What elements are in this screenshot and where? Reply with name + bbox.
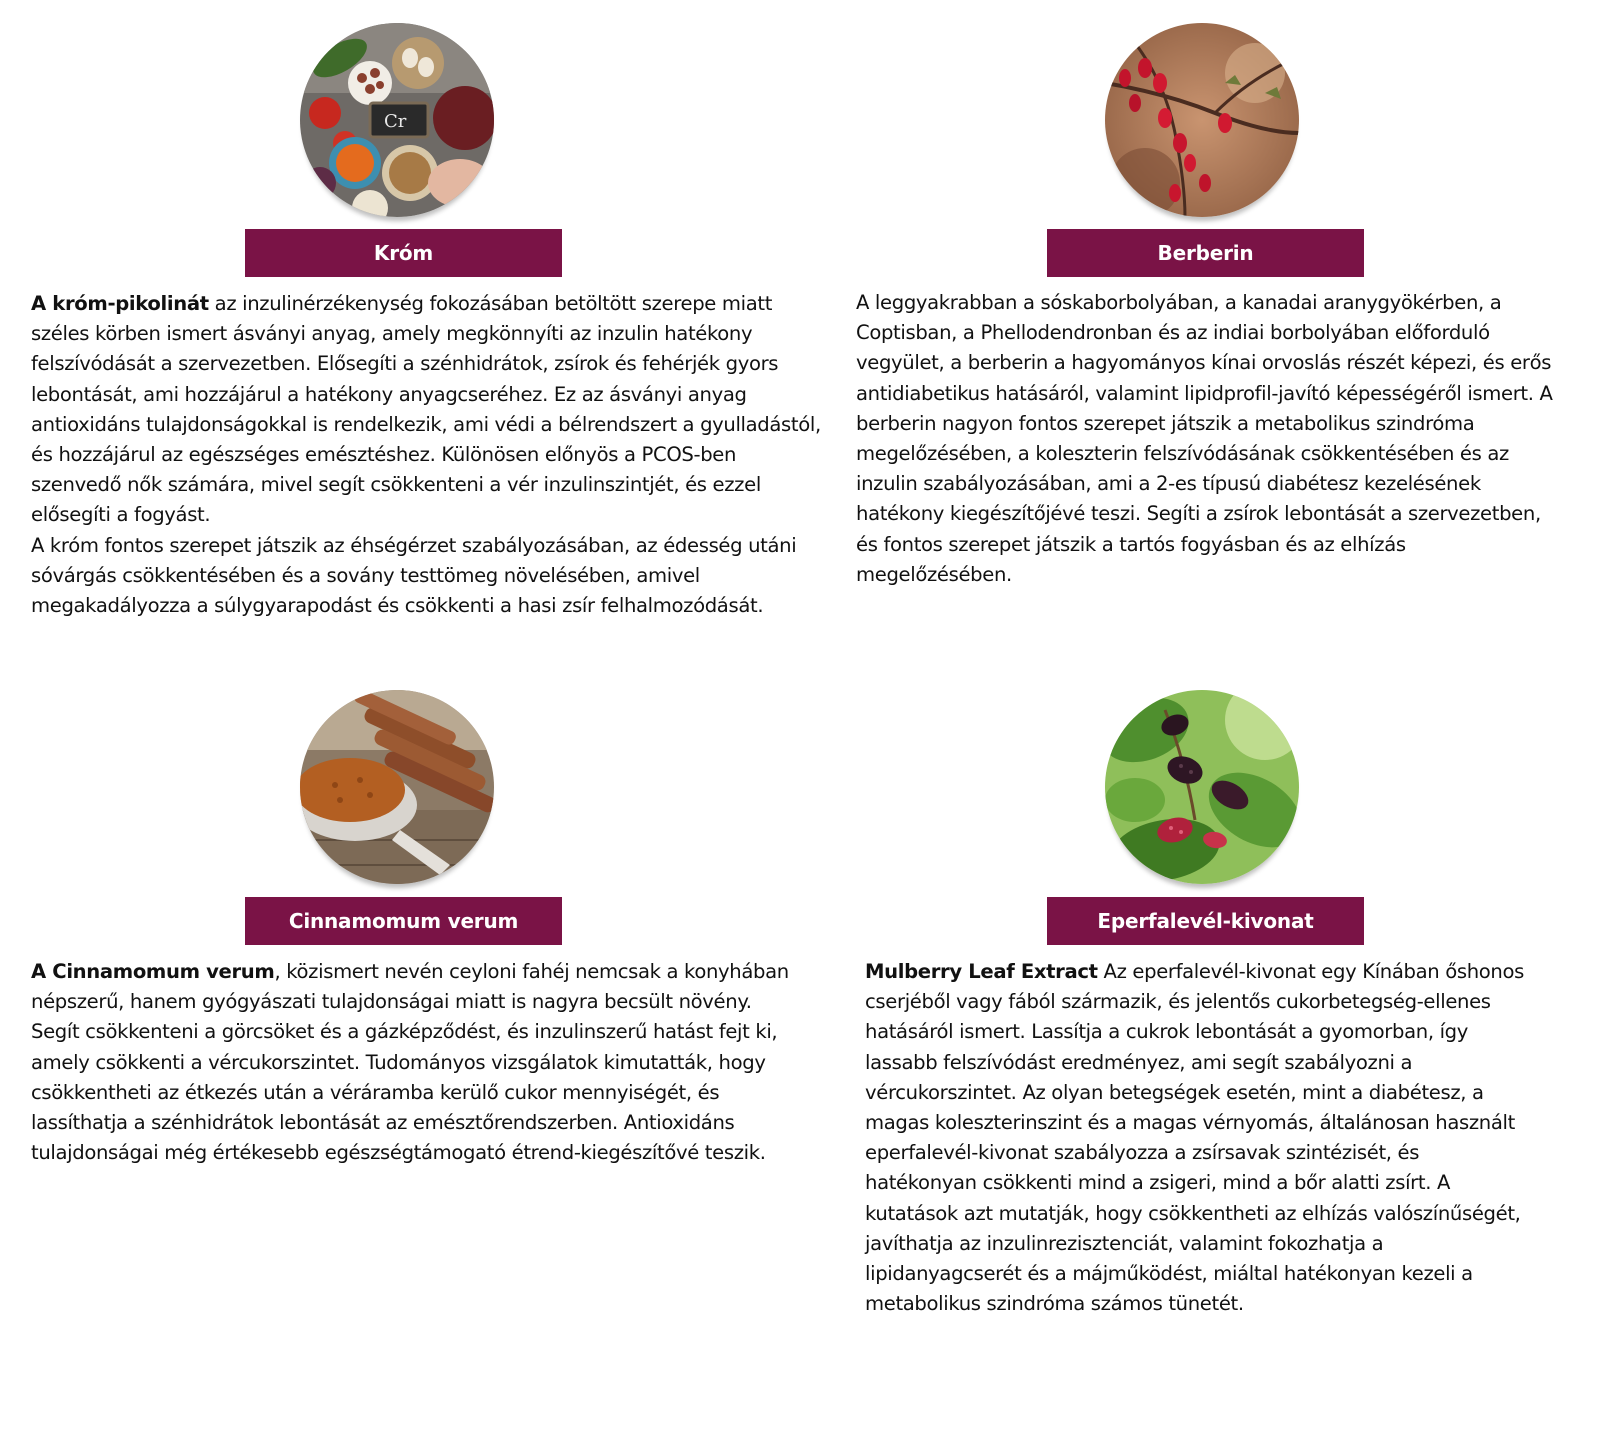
barberry-image	[1105, 23, 1299, 217]
paragraph-eperfalevel-1	[865, 957, 1525, 1319]
description-krom	[31, 289, 831, 621]
badge-eperfalevel: Eperfalevél-kivonat	[1047, 897, 1364, 945]
mulberry-photo	[1105, 690, 1299, 884]
svg-text:Cr: Cr	[384, 111, 407, 132]
description-eperfalevel	[865, 957, 1525, 1319]
cinnamon-image	[300, 690, 494, 884]
badge-cinnamomum: Cinnamomum verum	[245, 897, 562, 945]
cinnamon-photo	[300, 690, 494, 884]
chromium-foods-image	[300, 23, 494, 217]
mulberry-image	[1105, 690, 1299, 884]
lead-cinnamomum: A Cinnamomum verum	[31, 960, 275, 983]
body-cinnamomum-1: , közismert nevén ceyloni fahéj nemcsak a konyhában népszerű, hanem gyógyászati tulajdonságai miatt is nagyra becsült növény. Segít csökkenteni a görcsöket és a gázképződést, és inzulinszerű hatást fejt ki, amely csökkenti a vércukorszintet. Tudományos vizsgálatok kimutatták, hogy csökkentheti az étkezés után a véráramba kerülő cukor mennyiségét, és lassíthatja a szénhidrátok lebontását az emésztőrendszerben. Antioxidáns tulajdonságai még értékesebb egészségtámogató étrend-kiegészítővé teszik.	[31, 960, 789, 1165]
description-berberin	[856, 288, 1566, 590]
body-krom-1: az inzulinérzékenység fokozásában betöltött szerepe miatt széles körben ismert ásványi anyag, amely megkönnyíti az inzulin hatékony felszívódását a szervezetben. Elősegíti a szénhidrátok, zsírok és fehérjék gyors lebontását, ami hozzájárul a hatékony anyagcseréhez. Ez az ásványi anyag antioxidáns tulajdonságokkal is rendelkezik, ami védi a bélrendszert a gyulladástól, és hozzájárul az egészséges emésztéshez. Különösen előnyös a PCOS-ben szenvedő nők számára, mivel segít csökkenteni a vér inzulinszintjét, és ezzel elősegíti a fogyást.	[31, 292, 821, 527]
body-eperfalevel-1: Az eperfalevél-kivonat egy Kínában őshonos cserjéből vagy fából származik, és jelentős cukorbetegség-ellenes hatásáról ismert. Lassítja a cukrok lebontását a gyomorban, így lassabb felszívódást eredményez, ami segít szabályozni a vércukorszintet. Az olyan betegségek esetén, mint a diabétesz, a magas koleszterinszint és a magas vérnyomás, általánosan használt eperfalevél-kivonat szabályozza a zsírsavak szintézisét, és hatékonyan csökkenti mind a zsigeri, mind a bőr alatti zsírt. A kutatások azt mutatják, hogy csökkentheti az elhízás valószínűségét, javíthatja az inzulinrezisztenciát, valamint fokozhatja a lipidanyagcserét és a májműködést, miáltal hatékonyan kezeli a metabolikus szindróma számos tünetét.	[865, 960, 1524, 1316]
description-cinnamomum	[31, 957, 801, 1168]
paragraph-berberin-1: A leggyakrabban a sóskaborbolyában, a kanadai aranygyökérben, a Coptisban, a Phellodendronban és az indiai borbolyában előforduló vegyület, a berberin a hagyományos kínai orvoslás részét képezi, és erős antidiabetikus hatásáról, valamint lipidprofil-javító képességéről ismert. A berberin nagyon fontos szerepet játszik a metabolikus szindróma megelőzésében, a koleszterin felszívódásának csökkentésében és az inzulin szabályozásában, ami a 2-es típusú diabétesz kezelésének hatékony kiegészítőjévé teszi. Segíti a zsírok lebontását a szervezetben, és fontos szerepet játszik a tartós fogyásban és az elhízás megelőzésében.	[856, 291, 1553, 586]
paragraph-krom-2: A króm fontos szerepet játszik az éhségérzet szabályozásában, az édesség utáni sóvárgás csökkentésében és a sovány testtömeg növelésében, amivel megakadályozza a súlygyarapodást és csökkenti a hasi zsír felhalmozódását.	[31, 533, 797, 618]
lead-eperfalevel: Mulberry Leaf Extract	[865, 960, 1098, 983]
badge-berberin: Berberin	[1047, 229, 1364, 277]
lead-krom: A króm-pikolinát	[31, 292, 209, 315]
paragraph-krom-1	[31, 289, 831, 531]
chromium-foods-photo	[300, 23, 494, 217]
paragraph-cinnamomum-1	[31, 957, 801, 1168]
barberry-photo	[1105, 23, 1299, 217]
badge-krom: Króm	[245, 229, 562, 277]
